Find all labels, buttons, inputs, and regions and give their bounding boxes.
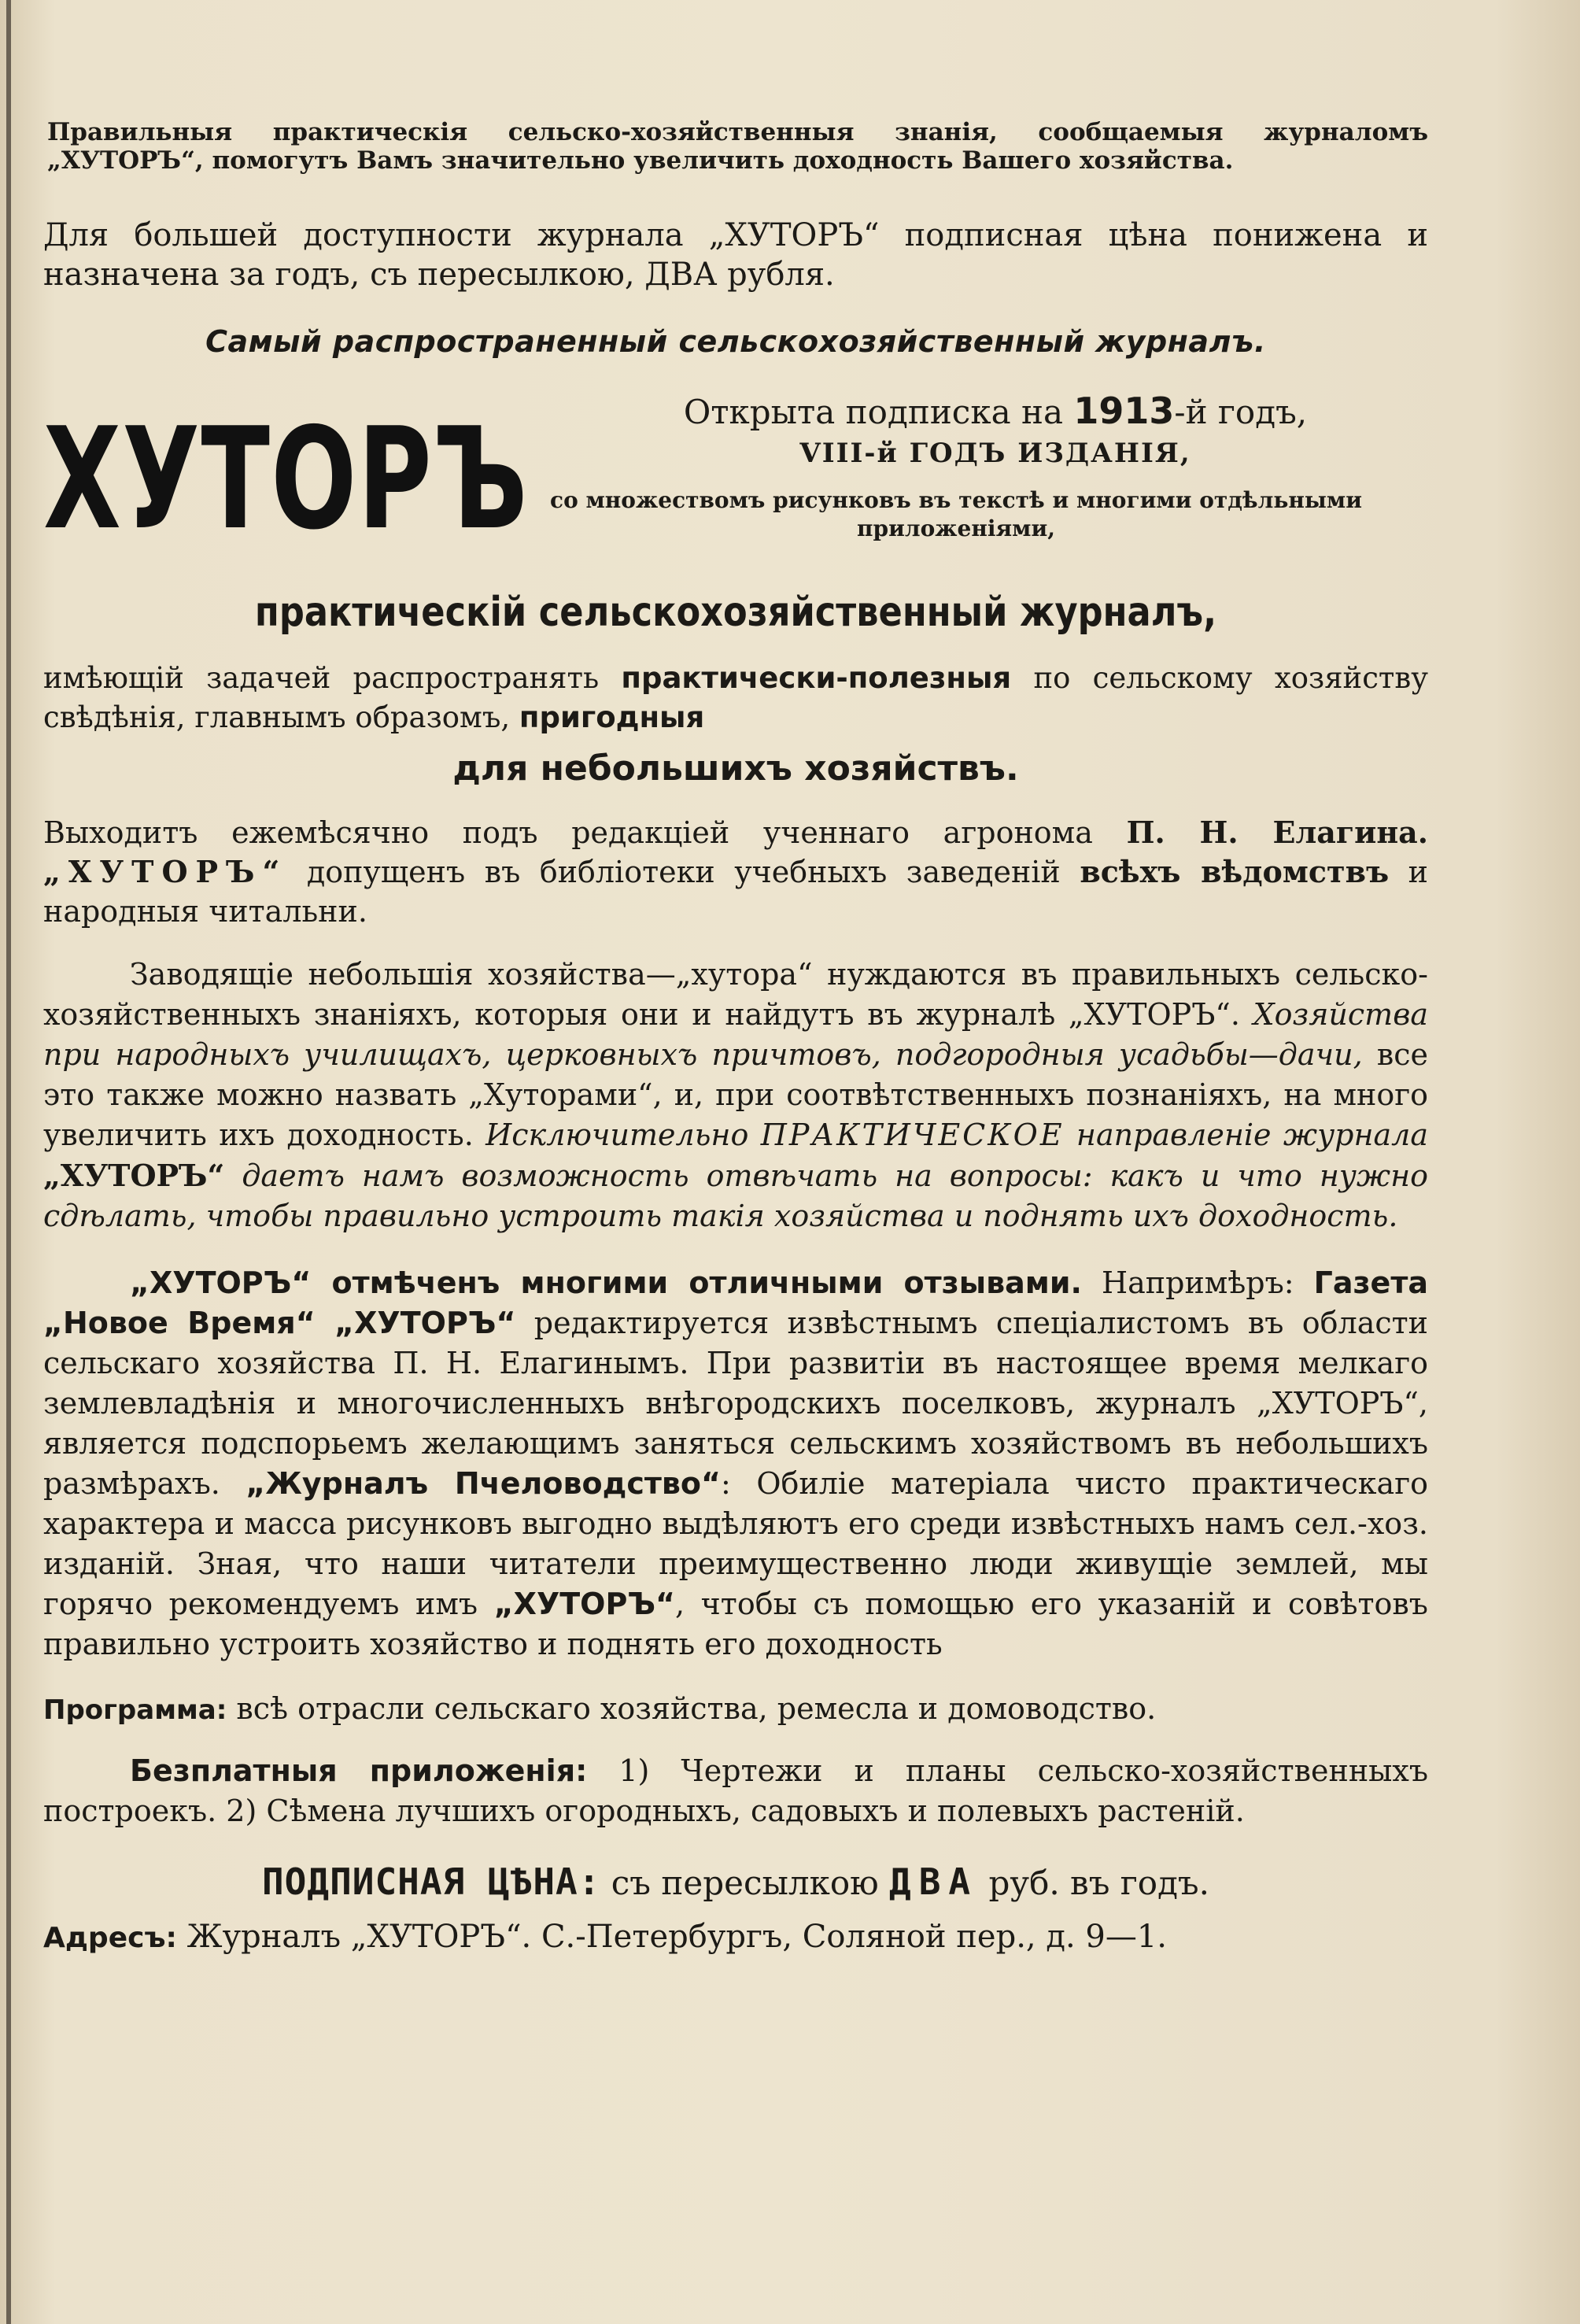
reviews-b2: Газета „Новое Время“ „ХУТОРЪ“	[43, 1265, 1428, 1340]
reviews-b1: „ХУТОРЪ“ отмѣченъ многими отличными отзывами.	[130, 1265, 1082, 1300]
subscription-suffix: -й годъ,	[1174, 393, 1308, 431]
reviews-b4: „ХУТОРЪ“	[493, 1587, 676, 1621]
editor-all-departments: всѣхъ вѣдомствъ	[1080, 854, 1390, 889]
editor-text	[43, 813, 1428, 931]
supplements-text: 1) Чертежи и планы сельско-хозяйственныхъ построекъ. 2) Сѣмена лучшихъ огородныхъ, садовыхъ и полевыхъ растеній.	[43, 1753, 1428, 1828]
edition-year: VIII-й ГОДЪ ИЗДАНІЯ,	[799, 438, 1191, 469]
intro-text: Правильныя практическія сельско-хозяйственныя знанія, сообщаемыя журналомъ „ХУТОРЪ“, помогутъ Вамъ значительно увеличить доходность Вашего хозяйства.	[47, 118, 1428, 175]
price-p1: съ пересылкою	[600, 1864, 890, 1902]
tagline: Самый распространенный сельскохозяйственный журналъ.	[205, 324, 1266, 359]
farms-i2b: направленіе журнала	[1064, 1118, 1428, 1152]
journal-logo: ХУТОРЪ	[43, 397, 529, 560]
price-p2: руб. въ годъ.	[978, 1864, 1210, 1902]
price-line	[43, 1858, 1428, 1907]
editor-part1: Выходитъ ежемѣсячно подъ редакціей ученнаго агронома	[43, 815, 1127, 850]
editor-part4: и народныя читальни.	[43, 855, 1428, 929]
farms-i3: даетъ намъ возможность отвѣчать на вопросы: какъ и что нужно сдѣлать, чтобы правильно устроить такія хозяйства и поднять ихъ доходность.	[43, 1158, 1428, 1233]
reviews-p4: , чтобы съ помощью его указаній и совѣтовъ правильно устроить хозяйство и поднять его доходность	[43, 1587, 1428, 1661]
supplements-label: Безплатныя приложенія:	[130, 1753, 588, 1788]
price-label: ПОДПИСНАЯ ЦѢНА:	[261, 1860, 601, 1903]
farms-i1: Хозяйства при народныхъ училищахъ, церковныхъ причтовъ, подгородныя усадьбы—дачи,	[43, 997, 1428, 1072]
program-line	[43, 1688, 1428, 1731]
program-text: всѣ отрасли сельскаго хозяйства, ремесла и домоводство.	[227, 1691, 1157, 1726]
address-text: Журналъ „ХУТОРЪ“. С.-Петербургъ, Соляной пер., д. 9—1.	[176, 1919, 1168, 1955]
reviews-b3: „Журналъ Пчеловодство“	[245, 1466, 722, 1501]
journal-type-heading: практическій сельскохозяйственный журналъ,	[254, 589, 1217, 636]
mission-bold1: практически-полезныя	[621, 661, 1012, 695]
editor-name: П. Н. Елагина.	[1126, 815, 1428, 850]
address-line	[43, 1915, 1428, 1960]
reviews-p1: Напримѣръ:	[1081, 1265, 1314, 1300]
address-label: Адресъ:	[43, 1922, 177, 1954]
farms-p1: Заводящіе небольшія хозяйства—„хутора“ нуждаются въ правильныхъ сельско-хозяйственныхъ знаніяхъ, которыя они и найдутъ въ журналѣ „ХУТОРЪ“.	[43, 957, 1428, 1032]
advertisement	[43, 118, 1428, 1960]
price-reduction-text: Для большей доступности журнала „ХУТОРЪ“ подписная цѣна понижена и назначена за годъ, съ пересылкою, ДВА рубля.	[43, 217, 1428, 293]
editor-part3: допущенъ въ библіотеки учебныхъ заведеній	[287, 855, 1080, 889]
farms-i2a: Исключительно	[485, 1118, 761, 1152]
price-amount: ДВА	[889, 1860, 979, 1903]
farms-bold: „ХУТОРЪ“	[43, 1158, 225, 1193]
subscription-prefix: Открыта подписка на	[683, 393, 1074, 431]
program-label: Программа:	[43, 1694, 227, 1726]
subscription-year: 1913	[1073, 390, 1175, 432]
mission-text	[43, 659, 1428, 737]
small-farms-heading: для небольшихъ хозяйствъ.	[452, 748, 1019, 789]
masthead	[43, 390, 1428, 583]
illustrations-note: со множествомъ рисунковъ въ текстѣ и многими отдѣльными приложеніями,	[550, 487, 1362, 541]
mission-bold2: пригодныя	[519, 700, 705, 734]
editor-journal: „ХУТОРЪ“	[43, 854, 288, 889]
farms-p2: все это также можно назвать „Хуторами“, и, при соотвѣтственныхъ познаніяхъ, на много увеличить ихъ доходность.	[43, 1037, 1428, 1152]
subscription-open	[563, 390, 1428, 433]
mission-part1: имѣющій задачей распространять	[43, 661, 622, 695]
reviews-p3: : Обиліе матеріала чисто практическаго характера и масса рисунковъ выгодно выдѣляютъ его среди извѣстныхъ намъ сел.-хоз. изданій. Зная, что наши читатели преимущественно люди живущіе землей, мы горячо рекомендуемъ имъ	[43, 1466, 1428, 1621]
mission-part2: по сельскому хозяйству свѣдѣнія, главнымъ образомъ,	[43, 661, 1428, 734]
farms-paragraph	[43, 955, 1428, 1236]
reviews-paragraph	[43, 1263, 1428, 1664]
supplements-paragraph	[43, 1751, 1428, 1831]
farms-i2caps: ПРАКТИЧЕСКОЕ	[760, 1118, 1065, 1152]
reviews-p2: редактируется извѣстнымъ спеціалистомъ въ области сельскаго хозяйства П. Н. Елагинымъ. При развитіи въ настоящее время мелкаго землевладѣнія и многочисленныхъ внѣгородскихъ поселковъ, журналъ „ХУТОРЪ“, является подспорьемъ желающимъ заняться сельскимъ хозяйствомъ въ небольшихъ размѣрахъ.	[43, 1306, 1428, 1501]
page-binding-edge	[6, 0, 11, 2324]
